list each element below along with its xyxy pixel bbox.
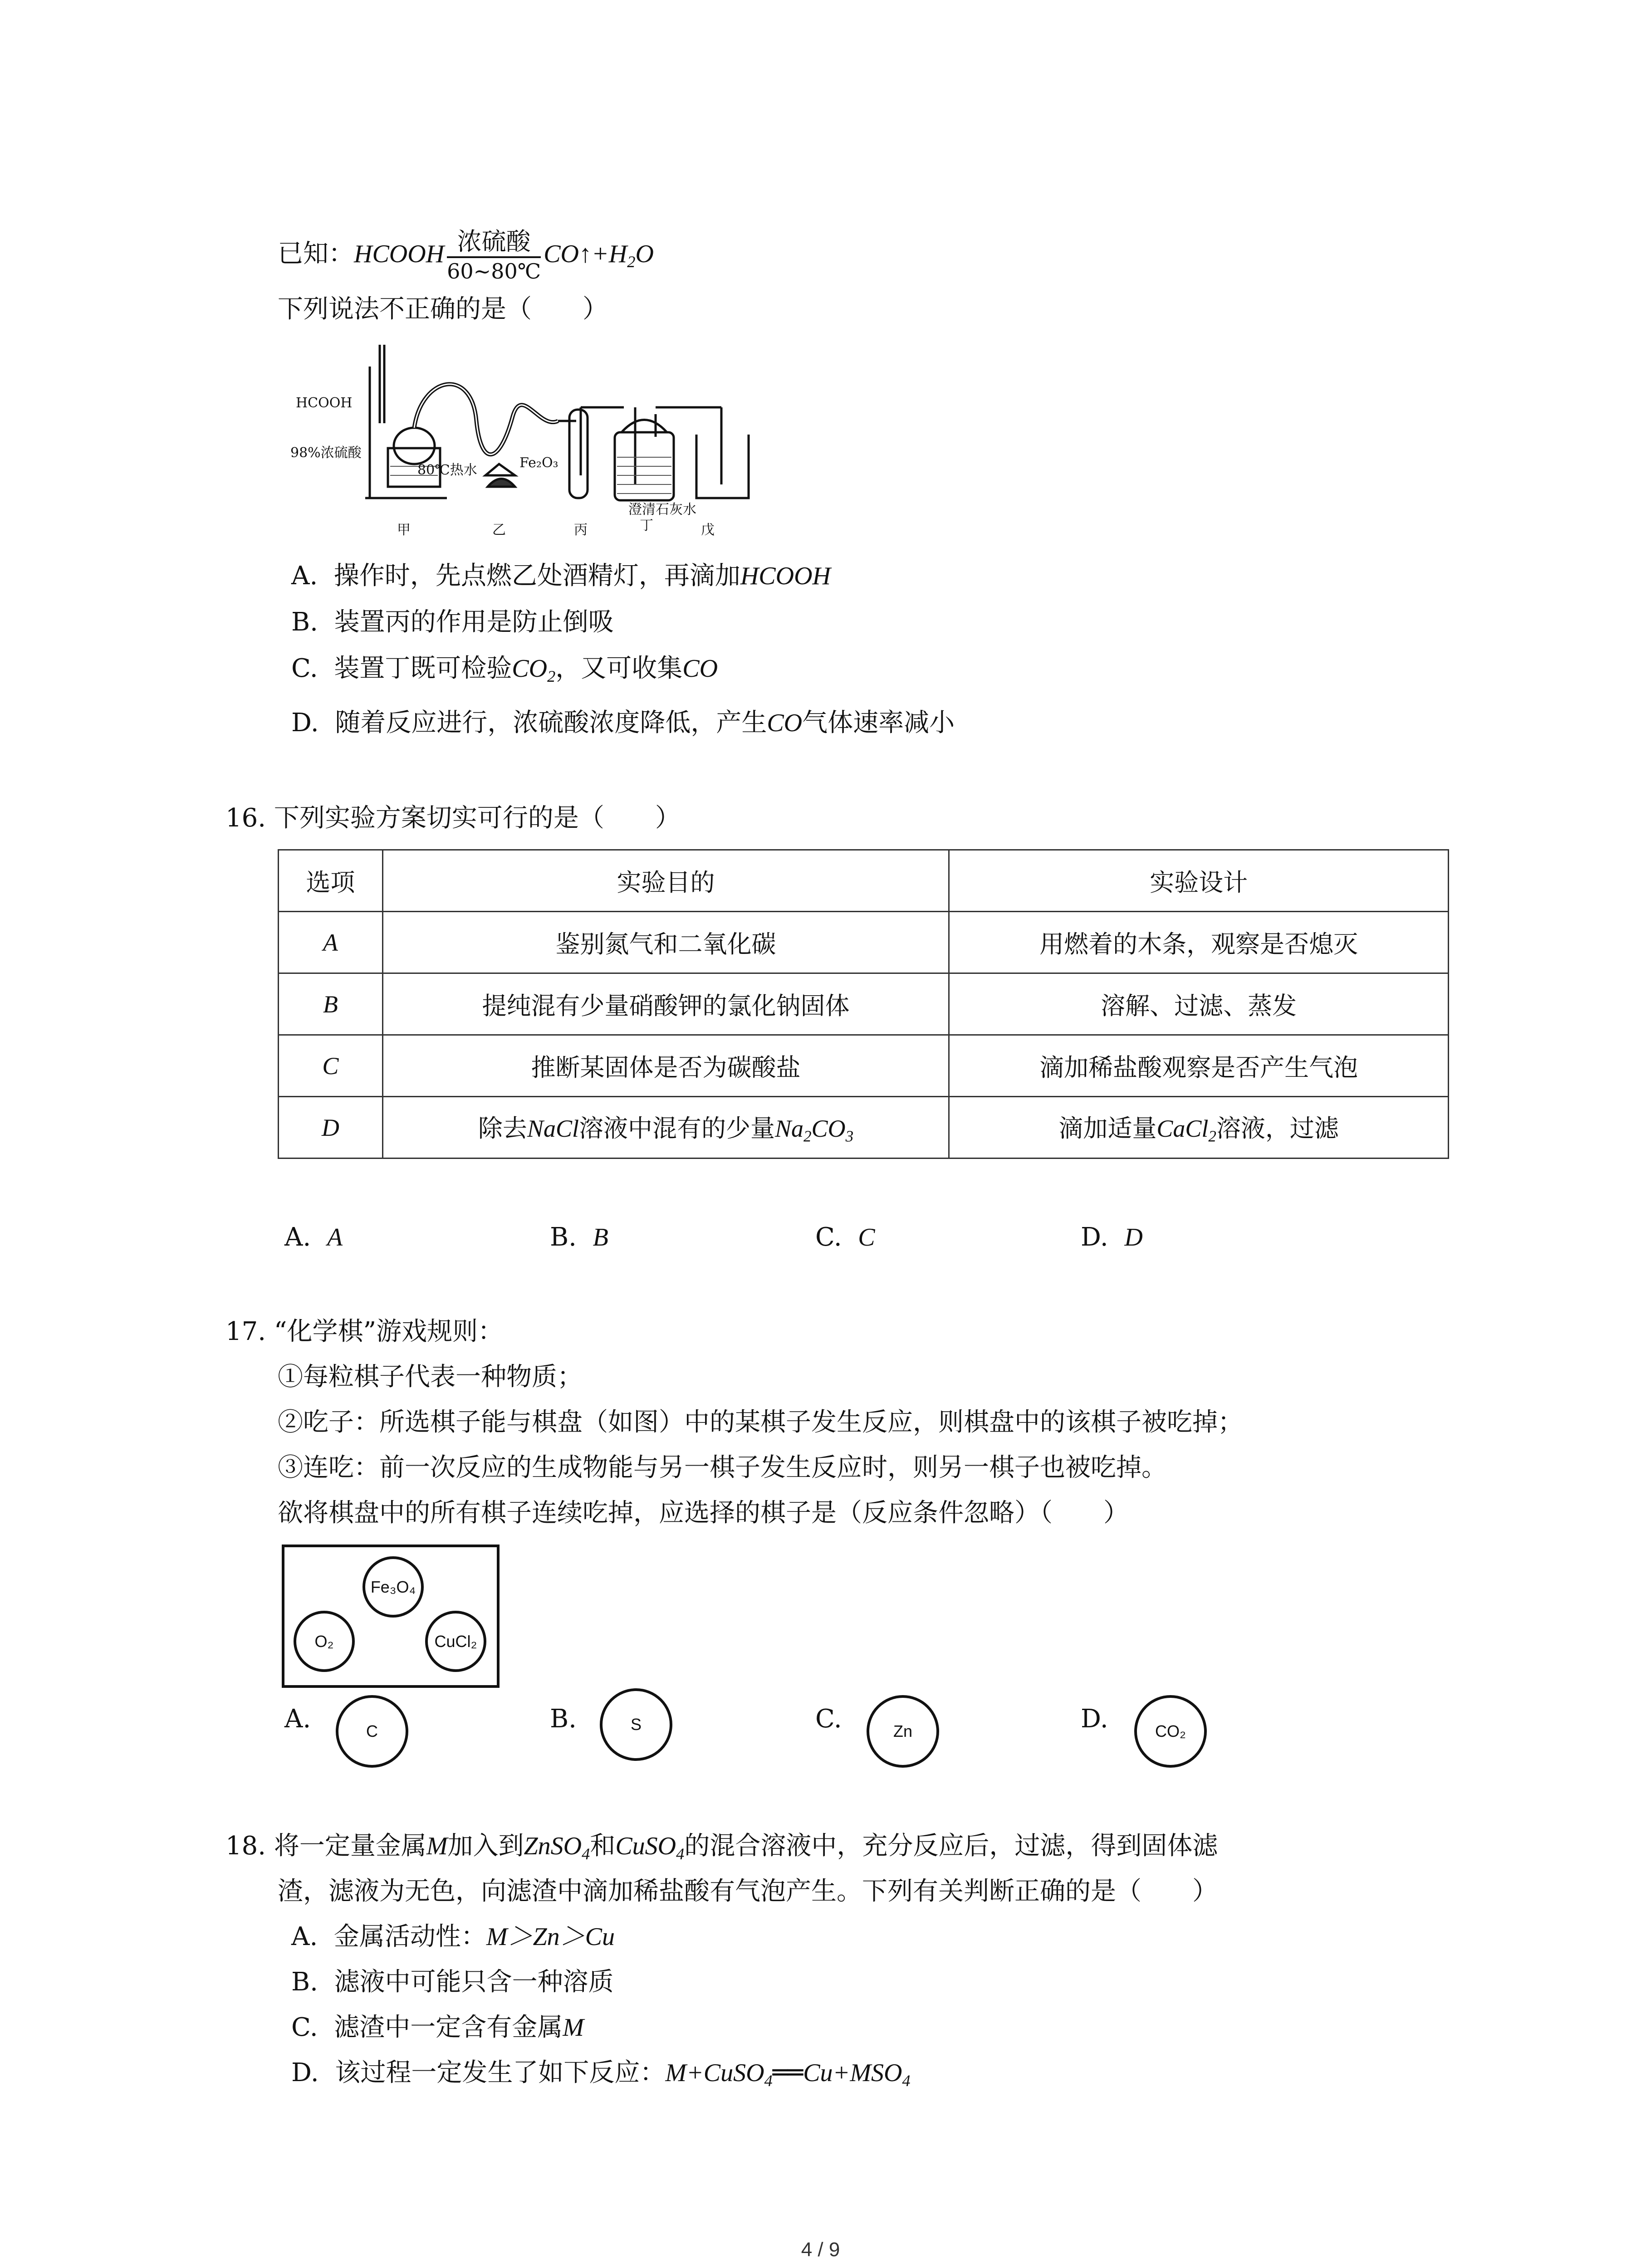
row-design: 滴加稀盐酸观察是否产生气泡: [949, 1035, 1449, 1097]
q17-stem: 17. “化学棋”游戏规则：: [225, 1317, 504, 1346]
station-ding: 丁: [640, 518, 653, 533]
station-jia: 甲: [397, 522, 411, 538]
q17-choice-b-piece: S: [600, 1688, 672, 1761]
table-row: [279, 1035, 1449, 1097]
q16-answer-c: C. C: [815, 1222, 875, 1252]
board-piece-o2: O₂: [294, 1611, 355, 1672]
reaction-condition: [447, 227, 541, 284]
q18-stem-line-2: 渣，滤液为无色，向滤渣中滴加稀盐酸有气泡产生。下列有关判断正确的是（ ）: [278, 1877, 1218, 1906]
page-number: 4 / 9: [801, 2239, 840, 2261]
q17-choice-c-piece: Zn: [867, 1695, 939, 1768]
row-option: A: [279, 912, 383, 973]
row-design: 用燃着的木条，观察是否熄灭: [949, 912, 1449, 973]
q17-rule-2: ②吃子：所选棋子能与棋盘（如图）中的某棋子发生反应，则棋盘中的该棋子被吃掉；: [278, 1408, 1243, 1437]
q16-stem: 16. 下列实验方案切实可行的是（ ）: [225, 803, 681, 833]
q15-option-a: A. 操作时，先点燃乙处酒精灯，再滴加HCOOH: [291, 561, 831, 591]
q18-option-a: A. 金属活动性：M＞Zn＞Cu: [291, 1922, 615, 1951]
q16-table: [278, 849, 1449, 1159]
q18-option-c: C. 滤渣中一定含有金属M: [291, 2013, 584, 2042]
table-row: [279, 973, 1449, 1035]
q15-option-d: D. 随着反应进行，浓硫酸浓度降低，产生CO气体速率减小: [291, 708, 955, 738]
known-prefix: 已知：: [278, 239, 354, 269]
row-purpose: 除去NaCl溶液中混有的少量$Na_2CO_3$: [382, 1097, 949, 1158]
q17-choice-d-piece: CO₂: [1134, 1695, 1207, 1768]
product-h2o: $+H_2O$: [592, 240, 654, 271]
apparatus-diagram: [286, 339, 758, 552]
header-design: 实验设计: [949, 850, 1449, 912]
q15-option-b: B. 装置丙的作用是防止倒吸: [291, 607, 614, 637]
row-option: B: [279, 973, 383, 1035]
station-wu: 戊: [701, 522, 715, 538]
q16-answer-d: D. D: [1081, 1222, 1143, 1252]
condition-temperature: 60~80℃: [447, 259, 541, 284]
q18-option-b: B. 滤液中可能只含一种溶质: [291, 1967, 614, 1997]
label-acid: 98%浓硫酸: [290, 445, 362, 461]
q18-option-d: D. 该过程一定发生了如下反应：$M+CuSO_4══Cu+MSO_4$: [291, 2058, 911, 2090]
station-bing: 丙: [574, 522, 588, 538]
q17-choice-a-piece: C: [336, 1695, 408, 1768]
table-row: [279, 912, 1449, 973]
known-equation: [278, 227, 654, 289]
row-option: D: [279, 1097, 383, 1158]
chess-board: [282, 1545, 500, 1688]
label-water: 80℃热水: [417, 462, 477, 478]
q15-option-c: C. 装置丁既可检验$CO_2$，又可收集CO: [291, 654, 718, 685]
product-co: CO↑: [544, 240, 592, 268]
station-yi: 乙: [492, 522, 506, 538]
row-design: 滴加适量CaCl$_2$溶液，过滤: [949, 1097, 1449, 1158]
header-option: 选项: [279, 850, 383, 912]
q17-choice-d-label: D.: [1081, 1704, 1108, 1734]
label-hcooh: HCOOH: [296, 395, 353, 411]
row-option: C: [279, 1035, 383, 1097]
q17-question: 欲将棋盘中的所有棋子连续吃掉，应选择的棋子是（反应条件忽略）（ ）: [278, 1498, 1129, 1528]
q15-stem: 下列说法不正确的是（ ）: [278, 294, 608, 324]
q17-rule-3: ③连吃：前一次反应的生成物能与另一棋子发生反应时，则另一棋子也被吃掉。: [278, 1453, 1167, 1482]
q16-answer-b: B. B: [550, 1222, 608, 1252]
table-row: [279, 1097, 1449, 1158]
header-purpose: 实验目的: [382, 850, 949, 912]
known-reactant: HCOOH: [354, 240, 445, 268]
board-piece-cucl2: CuCl₂: [425, 1611, 486, 1672]
label-fe2o3: Fe₂O₃: [519, 455, 558, 471]
row-purpose: 提纯混有少量硝酸钾的氯化钠固体: [382, 973, 949, 1035]
q17-choice-a-label: A.: [284, 1704, 311, 1734]
q17-choice-b-label: B.: [550, 1704, 577, 1734]
label-lime: 澄清石灰水: [628, 502, 696, 518]
board-piece-fe3o4: Fe₃O₄: [362, 1556, 424, 1618]
q18-stem-line-1: 18. 将一定量金属M加入到ZnSO$_4$和CuSO$_4$的混合溶液中，充分反应后，过滤，得到固体滤: [225, 1831, 1218, 1863]
q16-answer-a: A. A: [284, 1222, 343, 1252]
row-purpose: 推断某固体是否为碳酸盐: [382, 1035, 949, 1097]
condition-catalyst: 浓硫酸: [447, 227, 541, 258]
table-header-row: [279, 850, 1449, 912]
q17-rule-1: ①每粒棋子代表一种物质；: [278, 1362, 583, 1392]
row-design: 溶解、过滤、蒸发: [949, 973, 1449, 1035]
q17-choice-c-label: C.: [815, 1704, 842, 1734]
row-purpose: 鉴别氮气和二氧化碳: [382, 912, 949, 973]
